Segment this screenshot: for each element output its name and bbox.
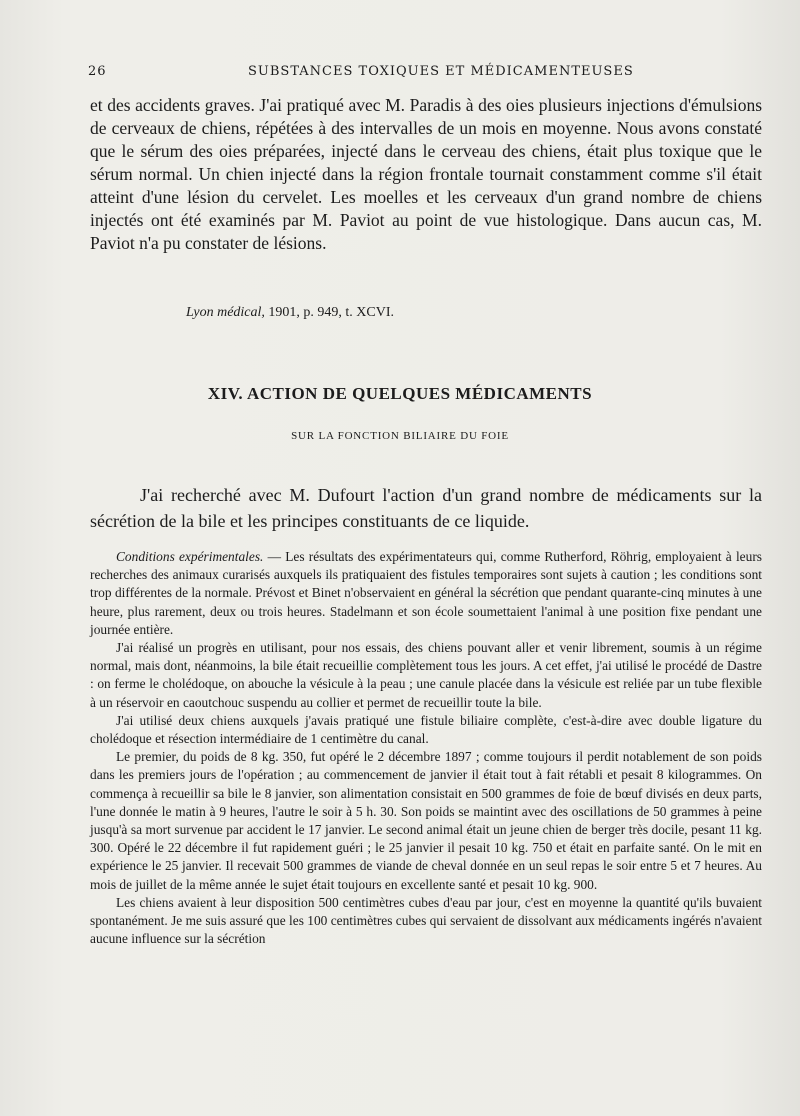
- body-text: [90, 548, 762, 948]
- paragraph: Le premier, du poids de 8 kg. 350, fut opéré le 2 décembre 1897 ; comme toujours il perdit notablement de son poids dans les premiers jours de l'opération ; au commencement de janvier il était tout à fait rétabli et pesait 8 kilogrammes. On commença à recueillir sa bile le 8 janvier, son alimentation consistait en 500 grammes de foie de bœuf divisés en deux parts, l'une donnée le matin à 9 heures, l'autre le soir à 5 h. 30. Son poids se maintint avec des oscillations de 50 grammes à peine jusqu'à sa mort survenue par accident le 17 janvier. Le second animal était un jeune chien de berger très docile, pesant 11 kg. 300. Opéré le 22 décembre il fut rapidement guéri ; le 25 janvier il pesait 10 kg. 750 et était en parfaite santé. On le mit en expérience le 25 janvier. Il recevait 500 grammes de viande de cheval donnée en un seul repas le soir entre 5 et 7 heures. Au mois de juillet de la même année le sujet était toujours en excellente santé et pesait 10 kg. 900.: [90, 749, 762, 892]
- continuation-paragraph: et des accidents graves. J'ai pratiqué avec M. Paradis à des oies plusieurs injections d'émulsions de cerveaux de chiens, répétées à des intervalles de un mois en moyenne. Nous avons constaté que le sérum des oies préparées, injecté dans le cerveau des chiens, était plus toxique que le sérum normal. Un chien injecté dans la région frontale tournait constamment comme s'il était atteint d'une lésion du cervelet. Les moelles et les cerveaux d'un grand nombre de chiens injectés ont été examinés par M. Paviot au point de vue histologique. Dans aucun cas, M. Paviot n'a pu constater de lésions.: [90, 95, 762, 253]
- page-header: [88, 64, 758, 84]
- paragraph-label: Conditions expérimentales.: [116, 549, 264, 564]
- paragraph: J'ai réalisé un progrès en utilisant, pour nos essais, des chiens pouvant aller et venir librement, soumis à un régime normal, mais dont, néanmoins, la bile était recueillie complètement tous les jours. A cet effet, j'ai utilisé le procédé de Dastre : on ferme le cholédoque, on abouche la vésicule à la peau ; une canule placée dans la vésicule est reliée par un tube flexible à un réservoir en caoutchouc suspendu au collier et permet de recueillir toute la bile.: [90, 640, 762, 710]
- paragraph: Les chiens avaient à leur disposition 500 centimètres cubes d'eau par jour, c'est en moyenne la quantité qu'ils buvaient spontanément. Je me suis assuré que les 100 centimètres cubes qui servaient de dissolvant aux médicaments ingérés n'avaient aucune influence sur la sécrétion: [90, 894, 762, 947]
- section-subtitle: SUR LA FONCTION BILIAIRE DU FOIE: [291, 430, 509, 442]
- intro-text: J'ai recherché avec M. Dufourt l'action d'un grand nombre de médicaments sur la sécrétion de la bile et les principes constituants de ce liquide.: [90, 485, 762, 531]
- citation: [186, 305, 394, 321]
- paragraph: J'ai utilisé deux chiens auxquels j'avais pratiqué une fistule biliaire complète, c'est-à-dire avec double ligature du cholédoque et résection intermédiaire de 1 centimètre du canal.: [90, 712, 762, 747]
- running-title: SUBSTANCES TOXIQUES ET MÉDICAMENTEUSES: [248, 64, 634, 79]
- paragraph-text: — Les résultats des expérimentateurs qui, comme Rutherford, Röhrig, employaient à leurs recherches des animaux curarisés auxquels ils pratiquaient des fistules temporaires sont sujets à caution ; les conditions sont trop différentes de la normale. Prévost et Binet n'observaient en général la sécrétion que pendant quarante-cinq minutes à une heure, plus rarement, deux ou trois heures. Stadelmann et son école soumettaient l'animal à une position fixe pendant une journée entière.: [90, 549, 762, 637]
- page-number: 26: [88, 64, 107, 79]
- intro-paragraph: [90, 482, 762, 534]
- citation-journal: Lyon médical,: [186, 305, 265, 320]
- paragraph-conditions: [90, 548, 762, 639]
- citation-details: 1901, p. 949, t. XCVI.: [268, 305, 395, 320]
- section-title: XIV. ACTION DE QUELQUES MÉDICAMENTS: [207, 384, 593, 403]
